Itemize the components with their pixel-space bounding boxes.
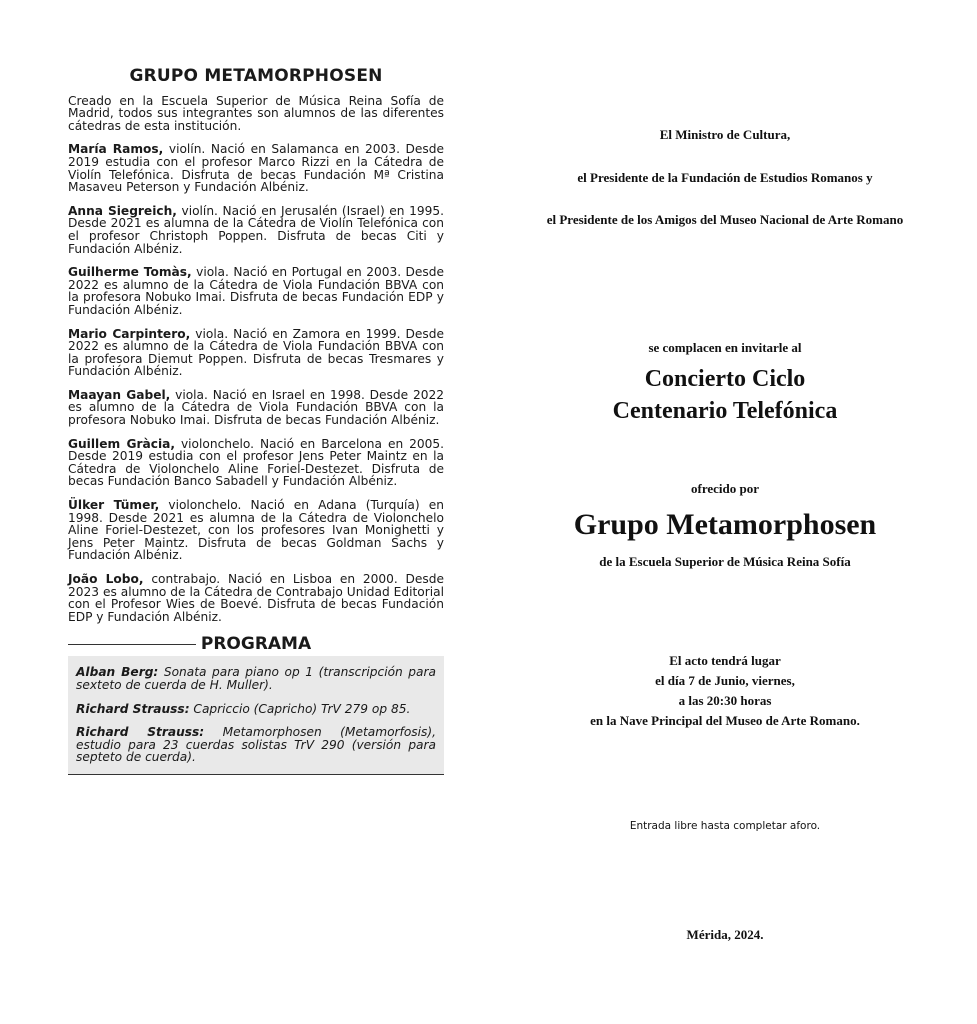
work: Metamorphosen (Metamorfosis), estudio para 23 cuerdas solistas TrV 290 (versión para septeto de cuerda). — [76, 725, 436, 765]
member-name: Anna Siegreich, — [68, 203, 177, 218]
member-bio — [68, 389, 444, 427]
member-text: viola. Nació en Portugal en 2003. Desde 2022 es alumno de la Cátedra de Viola Fundación BBVA con la profesora Nobuko Imai. Disfruta de becas Fundación EDP y Fundación Albéniz. — [68, 265, 444, 317]
host-line: el Presidente de los Amigos del Museo Nacional de Arte Romano — [546, 212, 904, 227]
offered-by: ofrecido por — [691, 481, 759, 496]
host-line: el Presidente de la Fundación de Estudios Romanos y — [577, 170, 873, 185]
member-name: María Ramos, — [68, 142, 164, 157]
member-bio — [68, 499, 444, 562]
concert-title-line1: Concierto Ciclo — [644, 366, 806, 392]
composer: Richard Strauss: — [76, 725, 205, 740]
detail-line: El acto tendrá lugar — [669, 653, 781, 668]
detail-line: en la Nave Principal del Museo de Arte Romano. — [590, 713, 860, 728]
member-text: contrabajo. Nació en Lisboa en 2000. Desde 2023 es alumno de la Cátedra de Contrabajo Unidad Editorial con el Profesor Wies de Boevé. Disfruta de becas Fundación EDP y Fundación Albéniz. — [68, 572, 444, 624]
member-text: viola. Nació en Israel en 1998. Desde 2022 es alumno de la Cátedra de Viola Fundación BBVA con la profesora Nobuko Imai. Disfruta de becas Fundación Albéniz. — [68, 387, 444, 428]
programa-header — [68, 634, 444, 656]
place-date: Mérida, 2024. — [686, 927, 764, 942]
programa-heading: PROGRAMA — [200, 634, 312, 655]
member-name: Mario Carpintero, — [68, 326, 191, 341]
group-heading: GRUPO METAMORPHOSEN — [129, 66, 383, 86]
member-name: João Lobo, — [68, 572, 144, 586]
member-name: Guillem Gràcia, — [68, 436, 175, 451]
member-bio — [68, 573, 444, 623]
member-text: violín. Nació en Salamanca en 2003. Desde 2019 estudia con el profesor Marco Rizzi en la Cátedra de Violín Telefónica. Disfruta de becas Fundación Mª Cristina Masaveu Peterson y Fundación Albéniz. — [68, 142, 444, 195]
member-bio — [68, 143, 444, 193]
left-column — [68, 66, 444, 775]
composer: Richard Strauss: — [76, 701, 190, 716]
programa-box — [68, 634, 444, 775]
group-intro: Creado en la Escuela Superior de Música Reina Sofía de Madrid, todos sus integrantes son alumnos de las diferentes cátedras de esta institución. — [68, 93, 444, 133]
member-name: Guilherme Tomàs, — [68, 265, 192, 280]
member-bio — [68, 328, 444, 378]
programa-item — [76, 703, 436, 716]
member-bio — [68, 205, 444, 255]
member-text: violín. Nació en Jerusalén (Israel) en 1995. Desde 2021 es alumna de la Cátedra de Violín Telefónica con el profesor Christoph Poppen. Disfruta de becas Citi y Fundación Albéniz. — [68, 203, 444, 256]
host-line: El Ministro de Cultura, — [659, 127, 791, 142]
detail-line: el día 7 de Junio, viernes, — [655, 673, 795, 688]
detail-line: a las 20:30 horas — [678, 693, 772, 708]
composer: Alban Berg: — [76, 665, 159, 680]
invite-line: se complacen en invitarle al — [648, 340, 802, 355]
performer-name: Grupo Metamorphosen — [573, 508, 877, 541]
entry-note: Entrada libre hasta completar aforo. — [629, 820, 821, 832]
work: Capriccio (Capricho) TrV 279 op 85. — [189, 701, 411, 716]
school-line: de la Escuela Superior de Música Reina Sofía — [599, 554, 851, 569]
member-text: violonchelo. Nació en Adana (Turquía) en 1998. Desde 2021 es alumna de la Cátedra de Violonchelo Aline Foriel-Destezet, con los profesores Ivan Monighetti y Jens Peter Maintz. Disfruta de becas Goldman Sachs y Fundación Albéniz. — [68, 498, 444, 563]
member-bio — [68, 438, 444, 488]
concert-title-line2: Centenario Telefónica — [612, 398, 838, 424]
member-text: violonchelo. Nació en Barcelona en 2005. Desde 2019 estudia con el profesor Jens Peter Maintz en la Cátedra de Violonchelo Aline Foriel-Destezet. Disfruta de becas Fundación Banco Sabadell y Fundación Albéniz. — [68, 436, 445, 489]
programa-item — [76, 726, 436, 764]
member-bio — [68, 266, 444, 316]
member-name: Maayan Gabel, — [68, 387, 171, 402]
member-name: Ülker Tümer, — [68, 498, 160, 513]
programa-item — [76, 666, 436, 691]
member-text: viola. Nació en Zamora en 1999. Desde 2022 es alumno de la Cátedra de Viola Fundación BBVA con la profesora Diemut Poppen. Disfruta de becas Tresmares y Fundación Albéniz. — [68, 326, 444, 379]
work: Sonata para piano op 1 (transcripción para sexteto de cuerda de H. Muller). — [76, 665, 436, 692]
